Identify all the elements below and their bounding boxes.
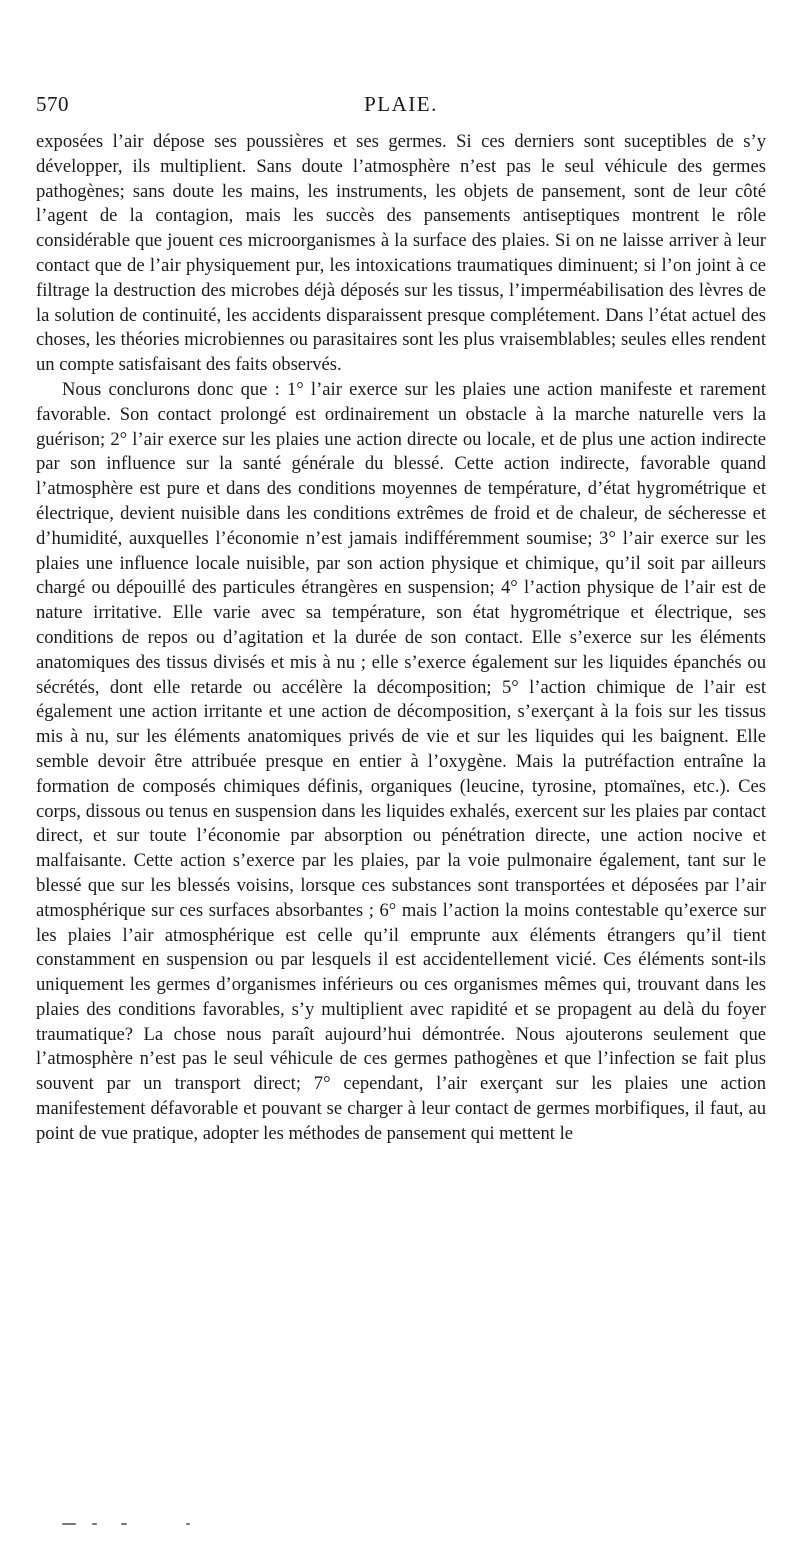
paragraph-conclusions: Nous conclurons donc que : 1° l’air exerce sur les plaies une action manifeste et rarement favorable. Son contact prolongé est ordinairement un obstacle à la marche naturelle vers la guérison; 2° l’air exerce sur les plaies une action directe ou locale, et de plus une action indirecte par son influence sur la santé générale du blessé. Cette action indirecte, favorable quand l’atmosphère est pure et dans des conditions moyennes de température, d’état hygrométrique et électrique, devient nuisible dans les conditions extrêmes de froid et de chaleur, de sécheresse et d’humidité, auxquelles l’économie n’est jamais indifféremment soumise; 3° l’air exerce sur les plaies une influence locale nuisible, par son action physique et chimique, qu’il soit par ailleurs chargé ou dépouillé des particules étrangères en suspension; 4° l’action physique de l’air est de nature irritative. Elle varie avec sa température, son état hygrométrique et électrique, ses conditions de repos ou d’agitation et la durée de son contact. Elle s’exerce sur les éléments anatomiques des tissus divisés et mis à nu ; elle s’exerce également sur les liquides épanchés ou sécrétés, dont elle retarde ou accélère la décomposition; 5° l’action chimique de l’air est également une action irritante et une action de décomposition, s’exerçant à la fois sur les tissus mis à nu, sur les éléments anatomiques privés de vie et sur les liquides qui les baignent. Elle semble devoir être attribuée presque en entier à l’oxygène. Mais la putréfaction entraîne la formation de composés chimiques définis, organiques (leucine, tyrosine, ptomaïnes, etc.). Ces corps, dissous ou tenus en suspension dans les liquides exhalés, exercent sur les plaies par contact direct, et sur toute l’économie par absorption ou pénétration directe, une action nocive et malfaisante. Cette action s’exerce par les plaies, par la voie pulmonaire également, tant sur le blessé que sur les blessés voisins, lorsque ces substances sont transportées et déposées par l’air atmosphérique sur ces surfaces absorbantes ; 6° mais l’action la moins contestable qu’exerce sur les plaies l’air atmosphérique est celle qu’il emprunte aux éléments étrangers qu’il tient constamment en suspension ou par lesquels il est accidentellement vicié. Ces éléments sont-ils uniquement les germes d’organismes inférieurs ou ces organismes mêmes qui, trouvant dans les plaies des conditions favorables, s’y multiplient avec rapidité et se propagent au delà du foyer traumatique? La chose nous paraît aujourd’hui démontrée. Nous ajouterons seulement que l’atmosphère n’est pas le seul véhicule de ces germes pathogènes et que l’infection se fait plus souvent par un transport direct; 7° cependant, l’air exerçant sur les plaies une action manifestement défavorable et pouvant se charger à leur contact de germes morbifiques, il faut, au point de vue pratique, adopter les méthodes de pansement qui mettent le <box>36 378 766 1144</box>
scan-speck <box>186 1523 190 1525</box>
scan-speck <box>62 1523 76 1525</box>
page-number: 570 <box>36 92 69 116</box>
running-title: PLAIE. <box>364 92 438 116</box>
scan-speck <box>121 1523 127 1525</box>
body-text <box>36 130 766 1147</box>
running-head <box>36 92 766 122</box>
scan-speck <box>92 1523 97 1525</box>
paragraph-continuation: exposées l’air dépose ses poussières et ses germes. Si ces derniers sont suceptibles de s’y développer, ils multiplient. Sans doute l’atmosphère n’est pas le seul véhicule des germes pathogènes; sans doute les mains, les instruments, les objets de pansement, sont de leur côté l’agent de la contagion, mais les succès des pansements antiseptiques montrent le rôle considérable que jouent ces microorganismes à la surface des plaies. Si on ne laisse arriver à leur contact que de l’air physiquement pur, les intoxications traumatiques diminuent; si l’on joint à ce filtrage la destruction des microbes déjà déposés sur les tissus, l’imperméabilisation des lèvres de la solution de continuité, les accidents disparaissent presque complétement. Dans l’état actuel des choses, les théories microbiennes ou parasitaires sont les plus vraisemblables; seules elles rendent un compte satisfaisant des faits observés. <box>36 131 766 376</box>
